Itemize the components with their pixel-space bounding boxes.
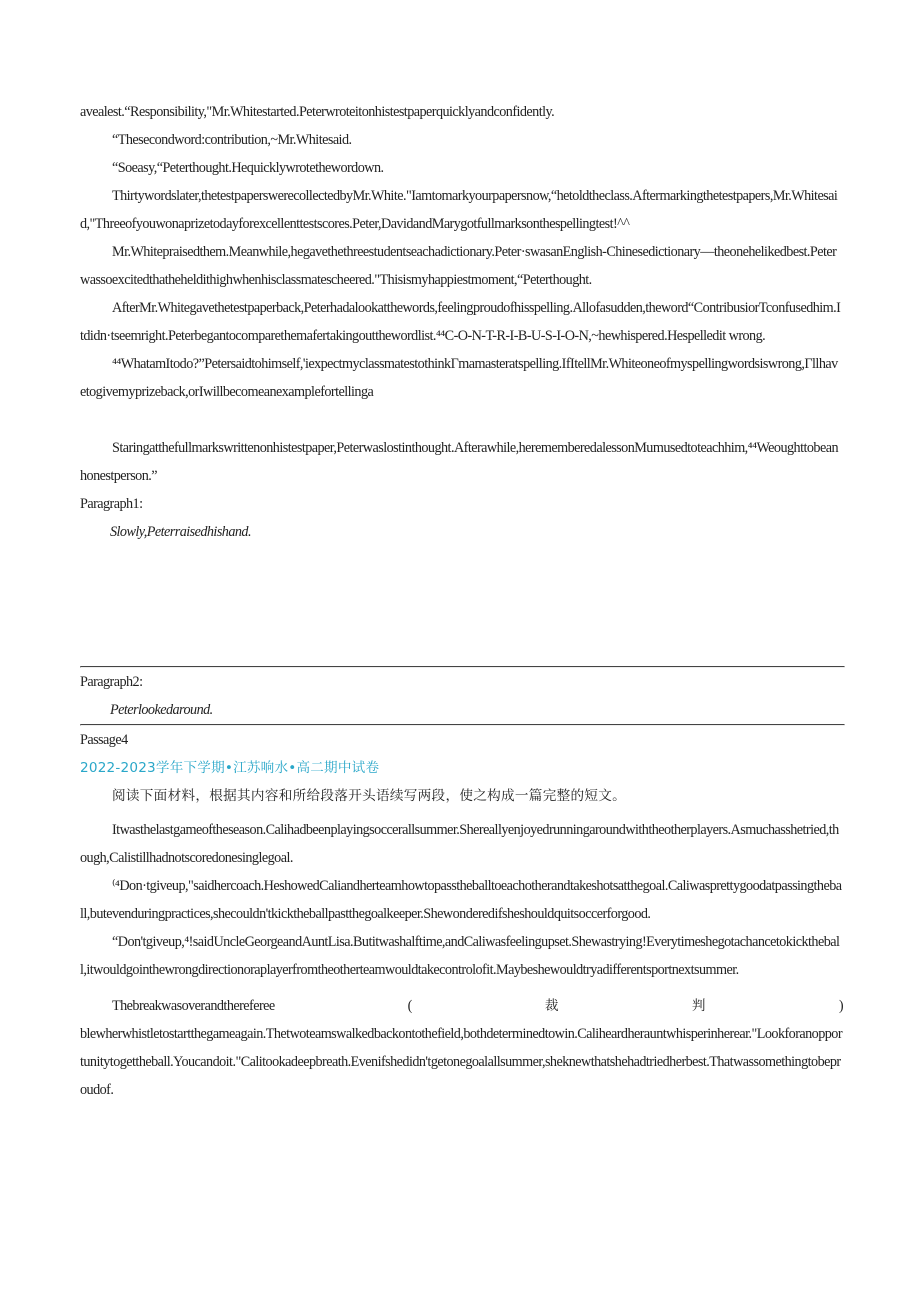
instruction: 阅读下面材料，根据其内容和所给段落开头语续写两段，使之构成一篇完整的短文。 (112, 788, 627, 804)
paragraph1-label: Paragraph1: (80, 496, 143, 512)
paragraph: Thirtywordslater,thetestpaperswerecollectedbyMr.White."Iamtomarkyourpapersnow,“hetoldtheclass.Aftermarkingthetestpapers,Mr.Whitesaid,"Threeofyouwonaprizetodayforexcellenttestscores.Peter,DavidandMarygotfullmarksonthespellingtest!^^ (80, 188, 838, 232)
paragraph: Itwasthelastgameoftheseason.Calihadbeenplayingsoccerallsummer.Shereallyenjoyedrunningaroundwiththeotherplayers.Asmuchasshetried,though,Calistillhadnotscoredonesinglegoal. (80, 822, 839, 866)
paragraph: blewherwhistletostartthegameagain.Thetwoteamswalkedbackontothefield,bothdeterminedtowin.Caliheardherauntwhisperinherear."Lookforanopportunitytogettheball.Youcandoit."Calitookadeepbreath.Evenifshedidn'tgetonegoalallsummer,sheknewthatshehadtriedherbest.Thatwassomethingtobeproudof. (80, 1026, 843, 1098)
paragraph: “Don'tgiveup,⁴!saidUncleGeorgeandAuntLisa.Butitwashalftime,andCaliwasfeelingupset.Shewastrying!Everytimeshegotachancetokicktheball,itwouldgointhewrongdirectionoraplayerfromtheotherteamwouldtakecontrolofit.Maybeshewouldtryadifferentsportnextsummer. (80, 934, 840, 978)
source-line: 2022-2023学年下学期•江苏响水•高二期中试卷 (80, 760, 380, 776)
passage-label: Passage4 (80, 732, 128, 748)
passage4 (80, 726, 843, 1104)
bracket-open: ( (407, 998, 412, 1014)
paragraph2-label: Paragraph2: (80, 674, 143, 690)
passage3-text (80, 98, 843, 726)
paragraph: “Soeasy,“Peterthought.Hequicklywrotethewordown. (112, 160, 384, 176)
paragraph1-start: Slowly,Peterraisedhishand. (110, 524, 251, 540)
paragraph: Staringatthefullmarkswrittenonhistestpaper,Peterwaslostinthought.Afterawhile,herememberedalessonMumusedtoteachhim,⁴⁴Weoughttobeanhonestperson.” (80, 440, 839, 484)
referee-lead: Thebreakwasoverandthereferee (112, 998, 275, 1014)
paragraph: avealest.“Responsibility,"Mr.Whitestarted.Peterwroteitonhistestpaperquicklyandconfidently. (80, 104, 555, 120)
paragraph: ⁽⁴Don·tgiveup,"saidhercoach.HeshowedCaliandherteamhowtopasstheballtoeachotherandtakeshotsatthegoal.Caliwasprettygoodatpassingtheball,butevenduringpractices,shecouldn'tkicktheballpastthegoalkeeper.Shewonderedifsheshouldquitsoccerforgood. (80, 878, 842, 922)
paragraph2-start: Peterlookedaround. (110, 702, 213, 718)
paragraph: AfterMr.Whitegavethetestpaperback,Peterhadalookatthewords,feelingproudofhisspelling.Allofasudden,theword“ContribusiorTconfusedhim.Itdidn·tseemright.Peterbegantocomparethemafertakingoutthewordlist.⁴⁴C-O-N-T-R-I-B-U-S-I-O-N,~hewhispered.Hespelledit wrong. (80, 300, 841, 344)
writing-space (80, 546, 843, 666)
referee-line (80, 992, 843, 1020)
paragraph: ⁴⁴WhatamItodo?”Petersaidtohimself,'iexpectmyclassmatestothinkΓmamasteratspelling.IfItellMr.Whiteoneofmyspellingwordsiswrong,Γllhavetogivemyprizeback,orIwillbecomeanexamplefortellinga (80, 356, 838, 400)
gloss-char: 裁 (544, 998, 559, 1014)
gloss-char: 判 (691, 998, 706, 1014)
bracket-close: ) (838, 998, 843, 1014)
paragraph: “Thesecondword:contribution,~Mr.Whitesaid. (112, 132, 352, 148)
document-page (80, 98, 843, 1104)
paragraph: Mr.Whitepraisedthem.Meanwhile,hegavethethreestudentseachadictionary.Peter·swasanEnglish-Chinesedictionary—theonehelikedbest.Peterwassoexcitedthatheheldithighwhenhisclassmatescheered."Thisismyhappiestmoment,“Peterthought. (80, 244, 837, 288)
spacer (80, 406, 843, 434)
